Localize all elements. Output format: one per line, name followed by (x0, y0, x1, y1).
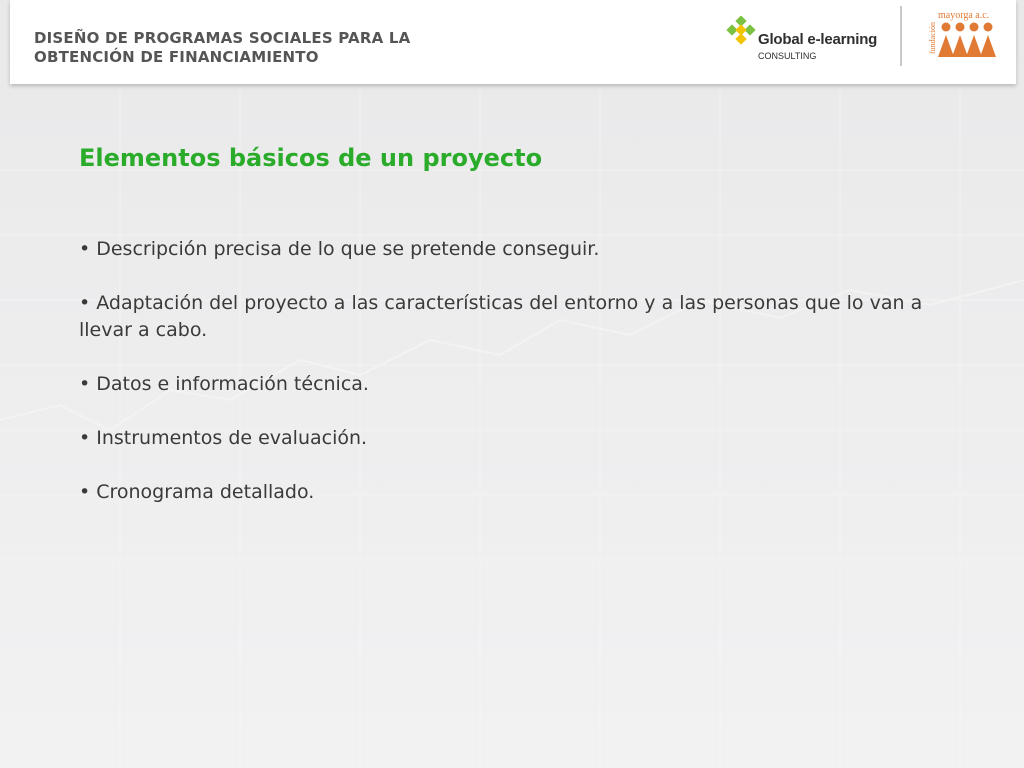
bullet-symbol: • (79, 481, 91, 503)
bullet-text: Adaptación del proyecto a las características del entorno y a las personas que lo van a llevar a cabo. (79, 292, 923, 341)
fundacion-mayorga-logo (924, 6, 1004, 62)
slide-header (10, 0, 1016, 84)
presentation-title-line-2: OBTENCIÓN DE FINANCIAMIENTO (34, 48, 319, 66)
bullet-item (79, 236, 959, 263)
fundacion-logo-top-text: mayorga a.c. (938, 10, 990, 21)
global-elearning-name: Global e-learning (758, 31, 878, 48)
bullet-text: Descripción precisa de lo que se pretende conseguir. (96, 238, 600, 260)
people-group-icon (938, 21, 998, 59)
bullet-text: Datos e información técnica. (96, 373, 369, 395)
slide-heading: Elementos básicos de un proyecto (79, 144, 543, 172)
bullet-item (79, 425, 959, 452)
presentation-title (34, 29, 554, 67)
global-elearning-subtitle: CONSULTING (758, 51, 817, 61)
bullet-text: Instrumentos de evaluación. (96, 427, 368, 449)
bullet-item (79, 290, 959, 344)
bullet-symbol: • (79, 427, 91, 449)
bullet-text: Cronograma detallado. (96, 481, 315, 503)
header-divider (900, 6, 902, 66)
bullet-symbol: • (79, 238, 91, 260)
global-elearning-mark-icon (726, 16, 756, 46)
fundacion-logo-side-text: fundación (928, 22, 937, 54)
bullet-item (79, 371, 959, 398)
bullet-symbol: • (79, 292, 91, 314)
bullet-list (79, 236, 959, 506)
bullet-item (79, 479, 959, 506)
bullet-symbol: • (79, 373, 91, 395)
presentation-title-line-1: DISEÑO DE PROGRAMAS SOCIALES PARA LA (34, 29, 411, 47)
global-elearning-logo (726, 14, 896, 66)
